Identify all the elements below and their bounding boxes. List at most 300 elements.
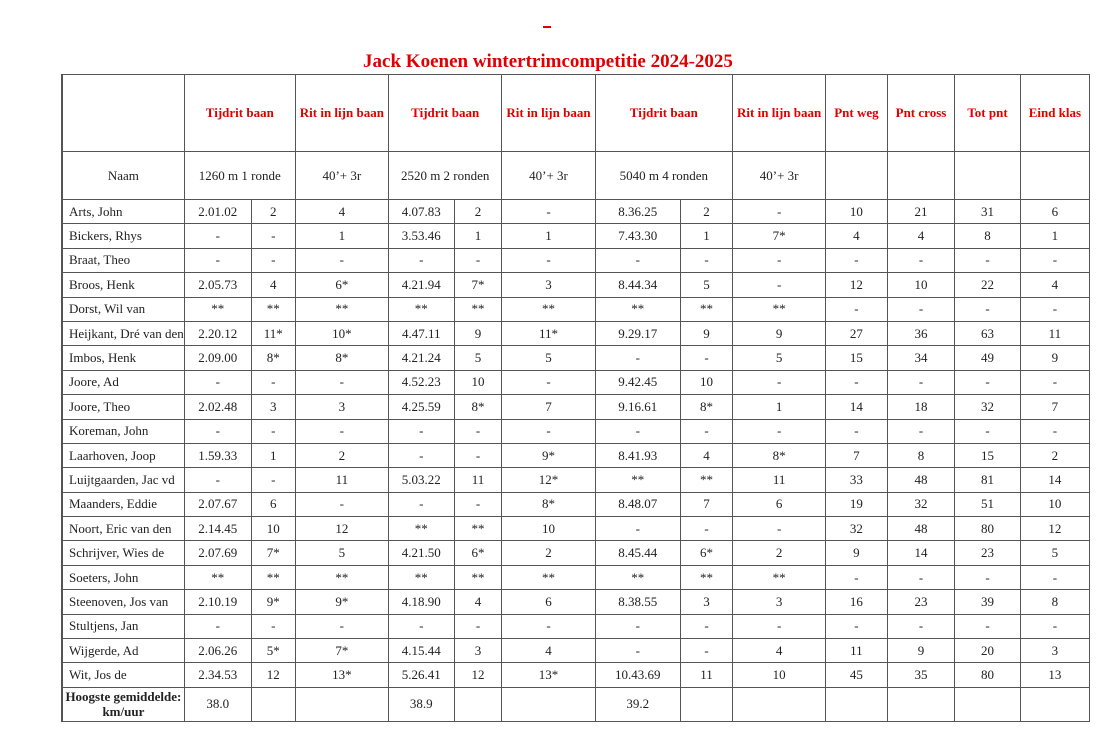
cell-rit-2: 2 — [502, 541, 595, 565]
cell-rit-3: 3 — [733, 590, 826, 614]
cell-rit-1: 8* — [295, 346, 388, 370]
cell-time-3: - — [595, 419, 680, 443]
cell-time-1: - — [184, 468, 251, 492]
cell-pnt-weg: - — [826, 297, 887, 321]
subheader-naam: Naam — [63, 152, 185, 200]
cell-rank-2: ** — [454, 297, 502, 321]
table-row — [62, 614, 1090, 638]
cell-rank-3: - — [681, 346, 733, 370]
rider-name: Joore, Theo — [63, 395, 185, 419]
cell-pnt-cross: 14 — [887, 541, 955, 565]
rider-name: Wijgerde, Ad — [63, 639, 185, 663]
table-row — [62, 297, 1090, 321]
cell-pnt-weg: 4 — [826, 224, 887, 248]
rider-name: Koreman, John — [63, 419, 185, 443]
cell-time-2: 4.21.50 — [388, 541, 454, 565]
table-row — [62, 492, 1090, 516]
cell-rank-2: - — [454, 492, 502, 516]
cell-pnt-cross: 9 — [887, 639, 955, 663]
cell-tot-pnt: 51 — [955, 492, 1020, 516]
header-tijdrit-3: Tijdrit baan — [595, 75, 732, 152]
cell-eind-klas: 6 — [1020, 200, 1089, 224]
cell-rank-2: 4 — [454, 590, 502, 614]
rider-name: Braat, Theo — [63, 248, 185, 272]
cell-pnt-cross: - — [887, 614, 955, 638]
cell-rit-1: 12 — [295, 517, 388, 541]
cell-tot-pnt: - — [955, 419, 1020, 443]
cell-time-2: 4.21.24 — [388, 346, 454, 370]
cell-tot-pnt: 23 — [955, 541, 1020, 565]
cell-rit-1: ** — [295, 297, 388, 321]
cell-rit-1: 13* — [295, 663, 388, 687]
cell-time-2: - — [388, 492, 454, 516]
cell-tot-pnt: 32 — [955, 395, 1020, 419]
table-row — [62, 541, 1090, 565]
cell-rit-3: 4 — [733, 639, 826, 663]
cell-rank-3: 1 — [681, 224, 733, 248]
cell-tot-pnt: - — [955, 297, 1020, 321]
footer-empty — [502, 687, 595, 721]
subheader-empty — [1020, 152, 1089, 200]
table-row — [62, 565, 1090, 589]
cell-pnt-cross: 36 — [887, 321, 955, 345]
rider-name: Broos, Henk — [63, 273, 185, 297]
header-eind-klas: Eind klas — [1020, 75, 1089, 152]
header-tijdrit-1: Tijdrit baan — [184, 75, 295, 152]
subheader-rit-2: 40’+ 3r — [502, 152, 595, 200]
cell-pnt-cross: - — [887, 370, 955, 394]
cell-time-1: ** — [184, 565, 251, 589]
cell-rit-3: 11 — [733, 468, 826, 492]
cell-pnt-weg: 10 — [826, 200, 887, 224]
cell-rit-3: - — [733, 517, 826, 541]
cell-rit-3: 7* — [733, 224, 826, 248]
footer-empty — [887, 687, 955, 721]
cell-pnt-weg: - — [826, 370, 887, 394]
cell-rank-2: 11 — [454, 468, 502, 492]
cell-rank-1: - — [251, 370, 295, 394]
cell-time-3: - — [595, 346, 680, 370]
cell-rit-2: ** — [502, 565, 595, 589]
cell-time-3: - — [595, 639, 680, 663]
cell-rank-2: - — [454, 419, 502, 443]
cell-pnt-weg: 19 — [826, 492, 887, 516]
table-row — [62, 468, 1090, 492]
cell-time-3: 8.45.44 — [595, 541, 680, 565]
cell-eind-klas: - — [1020, 370, 1089, 394]
footer-empty — [955, 687, 1020, 721]
header-tot-pnt: Tot pnt — [955, 75, 1020, 152]
header-rit-1: Rit in lijn baan — [295, 75, 388, 152]
cell-tot-pnt: - — [955, 614, 1020, 638]
table-row — [62, 517, 1090, 541]
cell-pnt-weg: 9 — [826, 541, 887, 565]
cell-rank-1: 12 — [251, 663, 295, 687]
cell-rit-2: 12* — [502, 468, 595, 492]
footer-avg-label: Hoogste gemiddelde: km/uur — [63, 687, 185, 721]
cell-rank-1: ** — [251, 565, 295, 589]
cell-pnt-weg: 27 — [826, 321, 887, 345]
cell-rank-3: 5 — [681, 273, 733, 297]
header-tijdrit-2: Tijdrit baan — [388, 75, 501, 152]
cell-time-2: 3.53.46 — [388, 224, 454, 248]
cell-rank-3: - — [681, 419, 733, 443]
header-row — [62, 75, 1090, 152]
cell-rit-3: 5 — [733, 346, 826, 370]
rider-name: Wit, Jos de — [63, 663, 185, 687]
cell-eind-klas: - — [1020, 614, 1089, 638]
cell-rit-2: 1 — [502, 224, 595, 248]
cell-time-2: - — [388, 248, 454, 272]
top-mark — [543, 26, 551, 28]
cell-rit-3: - — [733, 370, 826, 394]
cell-pnt-cross: 18 — [887, 395, 955, 419]
cell-rit-1: 6* — [295, 273, 388, 297]
cell-tot-pnt: 63 — [955, 321, 1020, 345]
cell-rank-1: ** — [251, 297, 295, 321]
cell-pnt-cross: 48 — [887, 517, 955, 541]
cell-rit-3: - — [733, 273, 826, 297]
cell-rank-1: - — [251, 419, 295, 443]
cell-rit-3: ** — [733, 297, 826, 321]
subheader-row — [62, 152, 1090, 200]
subheader-empty — [826, 152, 887, 200]
cell-rit-2: 5 — [502, 346, 595, 370]
subheader-empty — [887, 152, 955, 200]
cell-time-1: 2.05.73 — [184, 273, 251, 297]
cell-eind-klas: 2 — [1020, 443, 1089, 467]
subheader-rit-1: 40’+ 3r — [295, 152, 388, 200]
subheader-distance-1: 1260 m 1 ronde — [184, 152, 295, 200]
table-row — [62, 321, 1090, 345]
rider-name: Imbos, Henk — [63, 346, 185, 370]
cell-pnt-cross: - — [887, 419, 955, 443]
cell-pnt-cross: 10 — [887, 273, 955, 297]
cell-time-1: - — [184, 248, 251, 272]
cell-pnt-weg: 11 — [826, 639, 887, 663]
cell-time-1: 2.01.02 — [184, 200, 251, 224]
cell-time-3: 9.16.61 — [595, 395, 680, 419]
cell-rit-2: - — [502, 370, 595, 394]
cell-eind-klas: - — [1020, 419, 1089, 443]
footer-avg-3: 39.2 — [595, 687, 680, 721]
rider-name: Heijkant, Dré van den — [63, 321, 185, 345]
cell-rit-2: 10 — [502, 517, 595, 541]
cell-rit-1: 10* — [295, 321, 388, 345]
cell-rit-1: 11 — [295, 468, 388, 492]
cell-rank-3: 2 — [681, 200, 733, 224]
table-row — [62, 590, 1090, 614]
cell-rit-2: - — [502, 614, 595, 638]
cell-tot-pnt: 80 — [955, 517, 1020, 541]
cell-rit-3: - — [733, 614, 826, 638]
cell-rank-3: 3 — [681, 590, 733, 614]
cell-rank-2: 2 — [454, 200, 502, 224]
cell-time-1: - — [184, 614, 251, 638]
footer-empty — [295, 687, 388, 721]
cell-rit-2: 8* — [502, 492, 595, 516]
footer-avg-2: 38.9 — [388, 687, 454, 721]
cell-rank-2: 7* — [454, 273, 502, 297]
cell-pnt-weg: 12 — [826, 273, 887, 297]
rider-name: Joore, Ad — [63, 370, 185, 394]
cell-rit-3: 10 — [733, 663, 826, 687]
cell-time-2: 4.25.59 — [388, 395, 454, 419]
cell-rit-3: - — [733, 248, 826, 272]
header-pnt-cross: Pnt cross — [887, 75, 955, 152]
cell-rank-1: - — [251, 468, 295, 492]
table-row — [62, 443, 1090, 467]
rider-name: Steenoven, Jos van — [63, 590, 185, 614]
cell-rit-2: - — [502, 200, 595, 224]
cell-time-3: 8.41.93 — [595, 443, 680, 467]
table-row — [62, 639, 1090, 663]
footer-empty — [826, 687, 887, 721]
cell-rank-3: 11 — [681, 663, 733, 687]
cell-time-3: - — [595, 517, 680, 541]
cell-time-2: 4.07.83 — [388, 200, 454, 224]
cell-rank-1: 7* — [251, 541, 295, 565]
cell-pnt-weg: 45 — [826, 663, 887, 687]
cell-time-1: 2.20.12 — [184, 321, 251, 345]
cell-time-2: - — [388, 419, 454, 443]
cell-time-1: ** — [184, 297, 251, 321]
cell-time-2: - — [388, 614, 454, 638]
cell-time-1: 1.59.33 — [184, 443, 251, 467]
cell-rank-3: 8* — [681, 395, 733, 419]
rider-name: Dorst, Wil van — [63, 297, 185, 321]
cell-tot-pnt: 49 — [955, 346, 1020, 370]
cell-rank-3: 4 — [681, 443, 733, 467]
cell-rank-1: 10 — [251, 517, 295, 541]
cell-rit-1: 1 — [295, 224, 388, 248]
cell-time-3: 8.36.25 — [595, 200, 680, 224]
header-pnt-weg: Pnt weg — [826, 75, 887, 152]
cell-time-2: 5.03.22 — [388, 468, 454, 492]
cell-time-1: 2.06.26 — [184, 639, 251, 663]
cell-time-2: - — [388, 443, 454, 467]
cell-rit-3: - — [733, 200, 826, 224]
cell-tot-pnt: - — [955, 370, 1020, 394]
table-row — [62, 273, 1090, 297]
cell-time-3: 8.44.34 — [595, 273, 680, 297]
cell-rank-3: 6* — [681, 541, 733, 565]
rider-name: Bickers, Rhys — [63, 224, 185, 248]
rider-name: Maanders, Eddie — [63, 492, 185, 516]
cell-eind-klas: 8 — [1020, 590, 1089, 614]
cell-pnt-cross: - — [887, 297, 955, 321]
table-row — [62, 248, 1090, 272]
cell-tot-pnt: 8 — [955, 224, 1020, 248]
results-table — [61, 74, 1090, 722]
cell-rank-3: - — [681, 639, 733, 663]
rider-name: Laarhoven, Joop — [63, 443, 185, 467]
footer-row — [62, 687, 1090, 721]
cell-rit-2: 13* — [502, 663, 595, 687]
cell-pnt-cross: 21 — [887, 200, 955, 224]
cell-eind-klas: 7 — [1020, 395, 1089, 419]
cell-rank-1: - — [251, 248, 295, 272]
cell-time-1: - — [184, 224, 251, 248]
cell-pnt-weg: - — [826, 614, 887, 638]
cell-eind-klas: 5 — [1020, 541, 1089, 565]
cell-rank-2: 10 — [454, 370, 502, 394]
footer-empty — [251, 687, 295, 721]
cell-tot-pnt: 81 — [955, 468, 1020, 492]
rider-name: Arts, John — [63, 200, 185, 224]
cell-time-1: 2.14.45 — [184, 517, 251, 541]
cell-rit-3: 8* — [733, 443, 826, 467]
cell-rank-3: 7 — [681, 492, 733, 516]
table-row — [62, 346, 1090, 370]
cell-rank-2: 9 — [454, 321, 502, 345]
cell-pnt-cross: 23 — [887, 590, 955, 614]
cell-time-3: 9.42.45 — [595, 370, 680, 394]
cell-time-1: 2.09.00 — [184, 346, 251, 370]
subheader-empty — [955, 152, 1020, 200]
rider-name: Soeters, John — [63, 565, 185, 589]
footer-avg-1: 38.0 — [184, 687, 251, 721]
cell-rank-1: 11* — [251, 321, 295, 345]
cell-rank-3: 10 — [681, 370, 733, 394]
cell-pnt-weg: 7 — [826, 443, 887, 467]
cell-rank-2: - — [454, 443, 502, 467]
cell-tot-pnt: 20 — [955, 639, 1020, 663]
cell-time-3: ** — [595, 297, 680, 321]
cell-rank-2: ** — [454, 517, 502, 541]
cell-pnt-cross: 34 — [887, 346, 955, 370]
cell-rit-2: 11* — [502, 321, 595, 345]
cell-time-2: 4.52.23 — [388, 370, 454, 394]
cell-rit-1: 5 — [295, 541, 388, 565]
cell-rank-3: ** — [681, 565, 733, 589]
cell-rit-2: ** — [502, 297, 595, 321]
cell-rank-3: 9 — [681, 321, 733, 345]
cell-rit-2: 7 — [502, 395, 595, 419]
cell-pnt-cross: 8 — [887, 443, 955, 467]
table-row — [62, 224, 1090, 248]
cell-eind-klas: 3 — [1020, 639, 1089, 663]
cell-time-3: ** — [595, 565, 680, 589]
cell-time-3: 10.43.69 — [595, 663, 680, 687]
rider-name: Noort, Eric van den — [63, 517, 185, 541]
table-row — [62, 200, 1090, 224]
cell-eind-klas: 11 — [1020, 321, 1089, 345]
cell-rit-1: - — [295, 492, 388, 516]
cell-pnt-weg: - — [826, 248, 887, 272]
cell-time-3: ** — [595, 468, 680, 492]
cell-rit-2: 9* — [502, 443, 595, 467]
cell-rank-2: 6* — [454, 541, 502, 565]
cell-rit-1: - — [295, 419, 388, 443]
cell-rit-3: 2 — [733, 541, 826, 565]
cell-rank-1: 1 — [251, 443, 295, 467]
cell-rit-1: 2 — [295, 443, 388, 467]
cell-rank-2: - — [454, 614, 502, 638]
cell-rank-2: 5 — [454, 346, 502, 370]
cell-rank-1: 9* — [251, 590, 295, 614]
cell-time-3: - — [595, 614, 680, 638]
cell-rit-1: - — [295, 614, 388, 638]
cell-eind-klas: - — [1020, 565, 1089, 589]
cell-rank-1: - — [251, 224, 295, 248]
table-row — [62, 370, 1090, 394]
cell-rit-3: - — [733, 419, 826, 443]
cell-time-3: 8.48.07 — [595, 492, 680, 516]
table-row — [62, 395, 1090, 419]
cell-eind-klas: 1 — [1020, 224, 1089, 248]
cell-rit-2: 6 — [502, 590, 595, 614]
subheader-rit-3: 40’+ 3r — [733, 152, 826, 200]
table-row — [62, 419, 1090, 443]
cell-rit-3: ** — [733, 565, 826, 589]
page-title: Jack Koenen wintertrimcompetitie 2024-2025 — [363, 51, 733, 72]
cell-pnt-weg: - — [826, 565, 887, 589]
cell-tot-pnt: 22 — [955, 273, 1020, 297]
cell-rank-1: 8* — [251, 346, 295, 370]
cell-tot-pnt: 15 — [955, 443, 1020, 467]
cell-tot-pnt: - — [955, 565, 1020, 589]
cell-rit-1: - — [295, 370, 388, 394]
cell-rank-2: 1 — [454, 224, 502, 248]
cell-time-2: 4.47.11 — [388, 321, 454, 345]
cell-time-2: 5.26.41 — [388, 663, 454, 687]
cell-time-2: ** — [388, 517, 454, 541]
cell-rank-1: 5* — [251, 639, 295, 663]
cell-time-1: 2.07.67 — [184, 492, 251, 516]
cell-rit-3: 9 — [733, 321, 826, 345]
cell-pnt-weg: 16 — [826, 590, 887, 614]
cell-eind-klas: - — [1020, 297, 1089, 321]
cell-time-3: - — [595, 248, 680, 272]
cell-time-2: ** — [388, 565, 454, 589]
cell-rit-2: 3 — [502, 273, 595, 297]
cell-pnt-weg: 15 — [826, 346, 887, 370]
footer-empty — [1020, 687, 1089, 721]
cell-rank-2: 8* — [454, 395, 502, 419]
cell-tot-pnt: 80 — [955, 663, 1020, 687]
cell-rit-1: 9* — [295, 590, 388, 614]
footer-empty — [681, 687, 733, 721]
cell-eind-klas: 12 — [1020, 517, 1089, 541]
cell-rit-2: - — [502, 419, 595, 443]
cell-time-1: 2.02.48 — [184, 395, 251, 419]
cell-pnt-cross: 4 — [887, 224, 955, 248]
cell-rit-1: 4 — [295, 200, 388, 224]
cell-rank-2: 3 — [454, 639, 502, 663]
cell-rank-3: - — [681, 248, 733, 272]
cell-time-1: 2.07.69 — [184, 541, 251, 565]
cell-tot-pnt: - — [955, 248, 1020, 272]
cell-eind-klas: 13 — [1020, 663, 1089, 687]
cell-rank-3: ** — [681, 297, 733, 321]
table-row — [62, 663, 1090, 687]
cell-time-2: 4.18.90 — [388, 590, 454, 614]
cell-rit-1: ** — [295, 565, 388, 589]
cell-rit-2: 4 — [502, 639, 595, 663]
cell-eind-klas: 4 — [1020, 273, 1089, 297]
cell-rank-1: 4 — [251, 273, 295, 297]
header-rit-2: Rit in lijn baan — [502, 75, 595, 152]
cell-rit-3: 1 — [733, 395, 826, 419]
cell-time-1: - — [184, 370, 251, 394]
cell-rank-1: 2 — [251, 200, 295, 224]
cell-time-3: 9.29.17 — [595, 321, 680, 345]
subheader-distance-2: 2520 m 2 ronden — [388, 152, 501, 200]
cell-time-2: 4.21.94 — [388, 273, 454, 297]
cell-rank-2: ** — [454, 565, 502, 589]
cell-rank-3: ** — [681, 468, 733, 492]
